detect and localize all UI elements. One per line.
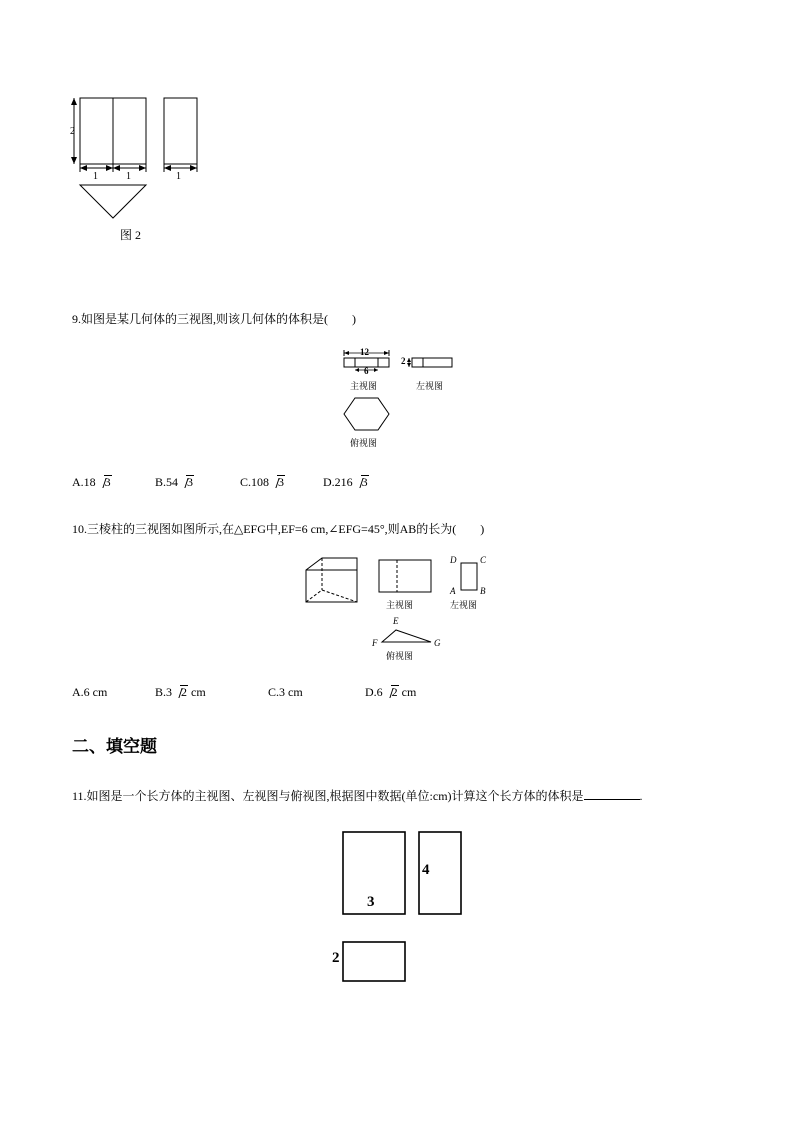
fig2-caption: 图 2 xyxy=(120,228,142,242)
q10-option-a[interactable] xyxy=(72,685,107,700)
q9-top-label: 俯视图 xyxy=(350,438,378,448)
q10-front-label: 主视图 xyxy=(386,600,414,610)
q10-option-d-suffix: cm xyxy=(398,685,417,699)
question-9-text: 9.如图是某几何体的三视图,则该几何体的体积是( ) xyxy=(72,312,356,326)
fig2-width-label-2: 1 xyxy=(126,171,131,182)
q9-option-b-prefix: B.54 xyxy=(155,475,179,489)
q9-inner-dim: 6 xyxy=(364,366,369,376)
q10-option-a-prefix: A.6 cm xyxy=(72,685,108,699)
section-title: 二、填空题 xyxy=(72,737,157,757)
fig2-width-label-1: 1 xyxy=(93,171,98,182)
question-11-end: . xyxy=(639,789,643,803)
sqrt-symbol xyxy=(173,685,188,700)
q9-front-label: 主视图 xyxy=(350,381,378,391)
q10-label-f: F xyxy=(372,638,378,648)
fig2-height-label: 2 xyxy=(70,126,75,137)
q10-option-c-prefix: C.3 cm xyxy=(268,685,303,699)
q11-drawing xyxy=(330,828,470,988)
q9-option-d[interactable] xyxy=(323,475,369,490)
q10-top-label: 俯视图 xyxy=(386,651,414,661)
answer-blank[interactable] xyxy=(584,789,640,800)
q11-front-width: 3 xyxy=(367,894,375,910)
q9-left-label: 左视图 xyxy=(416,381,444,391)
q10-option-c[interactable] xyxy=(268,685,303,700)
q9-option-b-radical: 3 xyxy=(187,475,194,489)
q9-option-c-radical: 3 xyxy=(278,475,285,489)
sqrt-symbol xyxy=(384,685,399,700)
sqrt-symbol xyxy=(97,475,112,490)
q10-left-label: 左视图 xyxy=(450,600,478,610)
q9-side-dim: 2 xyxy=(401,356,406,366)
q9-option-a-prefix: A.18 xyxy=(72,475,96,489)
fig2-side-width-label: 1 xyxy=(176,171,181,182)
q10-option-b[interactable] xyxy=(155,685,206,700)
q10-option-d[interactable] xyxy=(365,685,416,700)
q9-option-c-prefix: C.108 xyxy=(240,475,270,489)
q9-option-d-prefix: D.216 xyxy=(323,475,353,489)
q10-option-b-radical: 2 xyxy=(181,685,188,699)
question-11-figure xyxy=(330,828,470,988)
q10-option-b-prefix: B.3 xyxy=(155,685,173,699)
q11-top-depth: 2 xyxy=(332,950,340,966)
q9-option-b[interactable] xyxy=(155,475,194,490)
sqrt-symbol xyxy=(354,475,369,490)
q10-label-b: B xyxy=(480,586,486,596)
question-10-figure xyxy=(300,552,500,664)
q9-top-dim: 12 xyxy=(360,347,369,357)
q10-label-g: G xyxy=(434,638,441,648)
figure-2 xyxy=(66,92,206,252)
question-10-text: 10.三棱柱的三视图如图所示,在△EFG中,EF=6 cm,∠EFG=45°,则AB的长为( ) xyxy=(72,522,485,536)
q9-option-d-radical: 3 xyxy=(361,475,368,489)
sqrt-symbol xyxy=(270,475,285,490)
q9-option-c[interactable] xyxy=(240,475,285,490)
q10-option-d-radical: 2 xyxy=(391,685,398,699)
q11-side-height: 4 xyxy=(422,862,430,878)
sqrt-symbol xyxy=(179,475,194,490)
q10-label-c: C xyxy=(480,555,487,565)
question-11-text: 11.如图是一个长方体的主视图、左视图与俯视图,根据图中数据(单位:cm)计算这个长方体的体积是 xyxy=(72,789,584,803)
q9-option-a-radical: 3 xyxy=(104,475,111,489)
question-9-figure xyxy=(338,346,468,452)
question-11 xyxy=(72,787,643,804)
q9-option-a[interactable] xyxy=(72,475,112,490)
q10-option-d-prefix: D.6 xyxy=(365,685,383,699)
q10-label-e: E xyxy=(393,616,399,626)
q10-option-b-suffix: cm xyxy=(188,685,206,699)
q10-label-d: D xyxy=(450,555,457,565)
q10-label-a: A xyxy=(450,586,456,596)
